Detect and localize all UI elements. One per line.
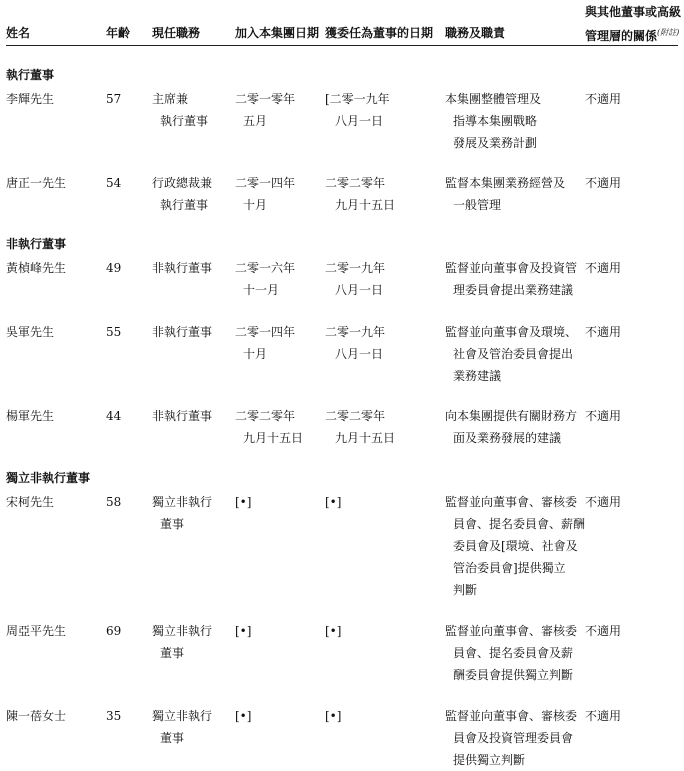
director-name-line: 楊軍先生 — [6, 409, 55, 423]
director-relation-line: 不適用 — [585, 409, 622, 423]
director-name — [6, 405, 54, 427]
director-name — [6, 88, 54, 110]
director-position-line: 董事 — [160, 517, 185, 531]
director-duties-line: 發展及業務計劃 — [453, 136, 538, 150]
director-age-line: 44 — [106, 409, 122, 423]
director-age-line: 58 — [106, 495, 122, 509]
director-duties-line: 監督並向董事會及環境、 — [445, 325, 578, 339]
director-name — [6, 321, 54, 343]
director-join-date — [235, 620, 251, 642]
director-name-line: 唐正一先生 — [6, 176, 67, 190]
director-appoint-date-line: 二零二零年 — [325, 409, 386, 423]
director-relation — [585, 321, 621, 343]
director-age — [106, 405, 121, 427]
header-appoint-date: 獲委任為董事的日期 — [325, 26, 434, 40]
director-appoint-date-line: 二零二零年 — [325, 176, 386, 190]
director-position — [152, 257, 212, 279]
director-position-line: 執行董事 — [160, 198, 209, 212]
director-age — [106, 88, 121, 110]
director-name — [6, 257, 66, 279]
director-position — [152, 405, 212, 427]
director-join-date-line: 二零二零年 — [235, 409, 296, 423]
director-position — [152, 88, 208, 132]
director-age-line: 57 — [106, 92, 122, 106]
director-join-date — [235, 321, 295, 365]
director-position — [152, 172, 212, 216]
director-age — [106, 321, 121, 343]
director-join-date-line: 二零一四年 — [235, 325, 296, 339]
director-relation — [585, 88, 621, 110]
director-join-date-line: 二零一零年 — [235, 92, 296, 106]
section-title: 獨立非執行董事 — [6, 471, 91, 485]
director-duties-line: 監督並向董事會、審核委 — [445, 624, 578, 638]
director-name-line: 周亞平先生 — [6, 624, 67, 638]
header-name: 姓名 — [6, 26, 31, 40]
director-age-line: 49 — [106, 261, 122, 275]
director-position-line: 行政總裁兼 — [152, 176, 213, 190]
header-join-date: 加入本集團日期 — [235, 26, 320, 40]
director-duties-line: 判斷 — [453, 583, 478, 597]
director-join-date-line: [•] — [235, 709, 252, 723]
director-duties-line: 本集團整體管理及 — [445, 92, 542, 106]
director-appoint-date-line: 八月一日 — [335, 114, 384, 128]
director-duties — [445, 705, 577, 771]
director-duties-line: 提供獨立判斷 — [453, 753, 526, 767]
header-relation-line2 — [585, 23, 679, 46]
director-join-date-line: [•] — [235, 624, 252, 638]
director-join-date-line: [•] — [235, 495, 252, 509]
director-age-line: 54 — [106, 176, 122, 190]
director-position-line: 非執行董事 — [152, 409, 213, 423]
director-appoint-date-line: [•] — [325, 709, 342, 723]
director-duties — [445, 172, 565, 216]
director-duties-line: 監督本集團業務經營及 — [445, 176, 566, 190]
director-duties-line: 員會、提名委員會及薪 — [453, 646, 574, 660]
director-age — [106, 705, 121, 727]
director-name — [6, 491, 54, 513]
director-appoint-date-line: 二零一九年 — [325, 325, 386, 339]
director-appoint-date — [325, 88, 390, 132]
director-appoint-date — [325, 172, 395, 216]
director-name-line: 黃楨峰先生 — [6, 261, 67, 275]
director-age — [106, 620, 121, 642]
director-age-line: 69 — [106, 624, 122, 638]
director-duties-line: 社會及管治委員會提出 — [453, 347, 574, 361]
director-name-line: 李輝先生 — [6, 92, 55, 106]
director-join-date-line: 十一月 — [243, 283, 280, 297]
director-relation-line: 不適用 — [585, 709, 622, 723]
director-position-line: 獨立非執行 — [152, 624, 213, 638]
director-position-line: 董事 — [160, 731, 185, 745]
director-join-date-line: 五月 — [243, 114, 268, 128]
director-appoint-date-line: [二零一九年 — [325, 92, 390, 106]
director-age-line: 55 — [106, 325, 122, 339]
director-name-line: 吳軍先生 — [6, 325, 55, 339]
director-join-date-line: 九月十五日 — [243, 431, 304, 445]
director-join-date — [235, 172, 295, 216]
director-appoint-date-line: 九月十五日 — [335, 431, 396, 445]
director-duties — [445, 88, 541, 154]
director-age — [106, 257, 121, 279]
director-relation-line: 不適用 — [585, 176, 622, 190]
director-duties-line: 酬委員會提供獨立判斷 — [453, 668, 574, 682]
director-relation-line: 不適用 — [585, 261, 622, 275]
director-position-line: 董事 — [160, 646, 185, 660]
director-duties — [445, 620, 577, 686]
section-title: 執行董事 — [6, 68, 55, 82]
director-position-line: 獨立非執行 — [152, 495, 213, 509]
director-join-date — [235, 491, 251, 513]
director-duties-line: 監督並向董事會、審核委 — [445, 709, 578, 723]
director-duties-line: 員會、提名委員會、薪酬 — [453, 517, 586, 531]
director-position-line: 獨立非執行 — [152, 709, 213, 723]
director-join-date — [235, 705, 251, 727]
director-position — [152, 620, 212, 664]
director-appoint-date-line: 九月十五日 — [335, 198, 396, 212]
director-position — [152, 491, 212, 535]
director-duties-line: 監督並向董事會、審核委 — [445, 495, 578, 509]
director-relation-line: 不適用 — [585, 92, 622, 106]
director-appoint-date-line: 八月一日 — [335, 347, 384, 361]
section-title: 非執行董事 — [6, 237, 67, 251]
director-relation — [585, 257, 621, 279]
director-appoint-date — [325, 257, 385, 301]
director-relation-line: 不適用 — [585, 325, 622, 339]
director-appoint-date — [325, 405, 395, 449]
director-duties-line: 業務建議 — [453, 369, 502, 383]
director-join-date-line: 二零一六年 — [235, 261, 296, 275]
director-appoint-date-line: [•] — [325, 624, 342, 638]
director-age — [106, 172, 121, 194]
director-duties — [445, 491, 585, 601]
director-name — [6, 172, 66, 194]
director-name-line: 宋柯先生 — [6, 495, 55, 509]
director-relation — [585, 491, 621, 513]
director-name-line: 陳一蓓女士 — [6, 709, 67, 723]
director-position-line: 執行董事 — [160, 114, 209, 128]
director-join-date — [235, 405, 303, 449]
director-duties — [445, 321, 577, 387]
header-age: 年齡 — [106, 26, 131, 40]
director-position-line: 非執行董事 — [152, 261, 213, 275]
director-join-date — [235, 88, 295, 132]
director-duties-line: 面及業務發展的建議 — [453, 431, 562, 445]
header-relation-text: 管理層的關係 — [585, 29, 658, 43]
director-appoint-date — [325, 620, 341, 642]
header-position: 現任職務 — [152, 26, 201, 40]
director-relation — [585, 620, 621, 642]
director-position — [152, 705, 212, 749]
director-position-line: 非執行董事 — [152, 325, 213, 339]
director-name — [6, 705, 66, 727]
director-age-line: 35 — [106, 709, 122, 723]
director-appoint-date-line: 二零一九年 — [325, 261, 386, 275]
director-appoint-date-line: [•] — [325, 495, 342, 509]
director-duties-line: 監督並向董事會及投資管 — [445, 261, 578, 275]
director-name — [6, 620, 66, 642]
director-duties-line: 管治委員會]提供獨立 — [453, 561, 566, 575]
header-duties: 職務及職責 — [445, 26, 506, 40]
director-appoint-date — [325, 491, 341, 513]
director-position — [152, 321, 212, 343]
director-join-date-line: 十月 — [243, 198, 268, 212]
director-join-date-line: 二零一四年 — [235, 176, 296, 190]
director-relation — [585, 172, 621, 194]
director-appoint-date-line: 八月一日 — [335, 283, 384, 297]
director-relation-line: 不適用 — [585, 495, 622, 509]
director-relation — [585, 405, 621, 427]
header-relation-line1: 與其他董事或高級 — [585, 5, 682, 19]
director-duties-line: 委員會及[環境、社會及 — [453, 539, 578, 553]
director-age — [106, 491, 121, 513]
director-relation — [585, 705, 621, 727]
director-appoint-date — [325, 321, 385, 365]
director-position-line: 主席兼 — [152, 92, 189, 106]
director-duties-line: 向本集團提供有關財務方 — [445, 409, 578, 423]
director-appoint-date — [325, 705, 341, 727]
director-duties-line: 員會及投資管理委員會 — [453, 731, 574, 745]
director-duties-line: 一般管理 — [453, 198, 502, 212]
header-relation-note: (附註) — [657, 28, 680, 37]
director-join-date — [235, 257, 295, 301]
header-rule — [6, 45, 678, 46]
director-relation-line: 不適用 — [585, 624, 622, 638]
director-duties-line: 理委員會提出業務建議 — [453, 283, 574, 297]
director-duties — [445, 257, 577, 301]
director-duties-line: 指導本集團戰略 — [453, 114, 538, 128]
director-join-date-line: 十月 — [243, 347, 268, 361]
director-duties — [445, 405, 577, 449]
